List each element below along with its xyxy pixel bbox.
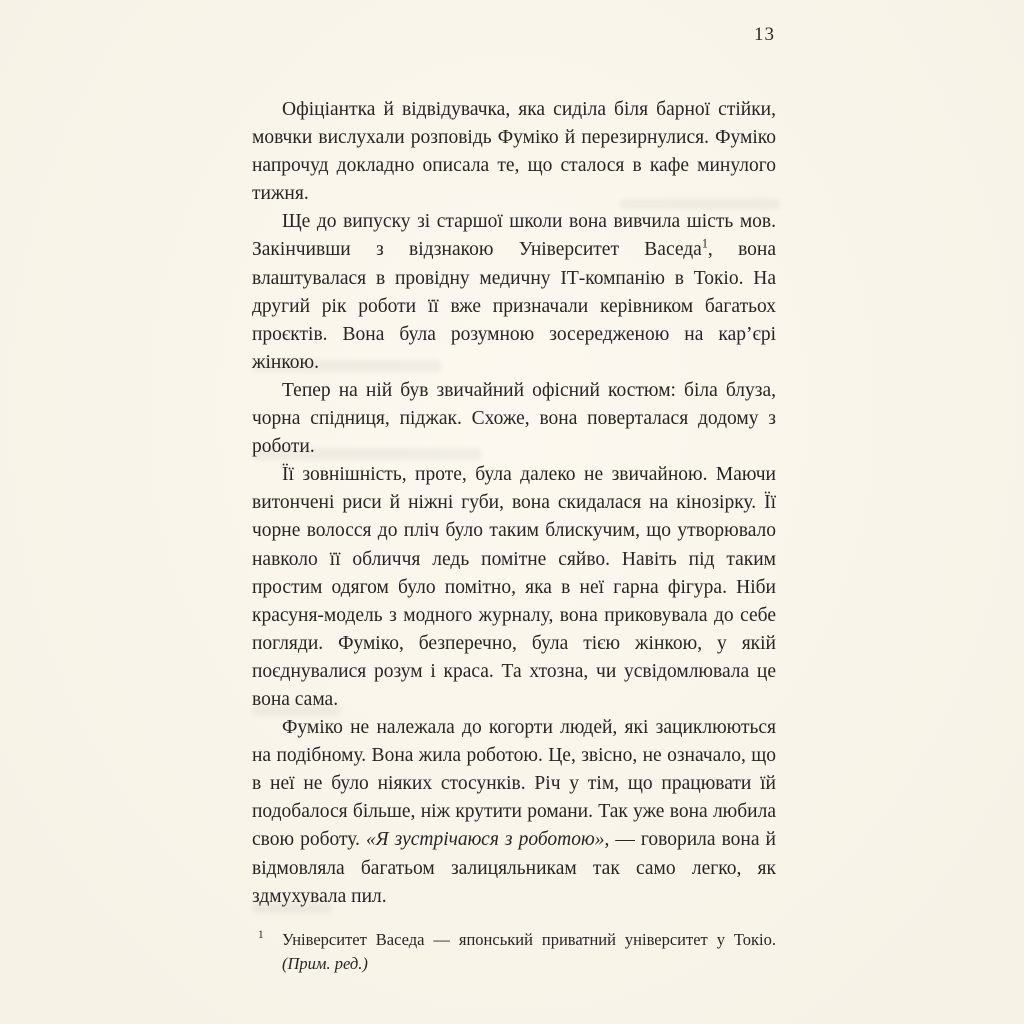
paragraph-4: Її зовнішність, проте, була далеко не звичайною. Маючи витончені риси й ніжні губи, вона скидалася на кінозірку. Її чорне волосся до пліч було таким блискучим, що утворювало навколо її обличчя ледь помітне сяйво. Навіть під таким простим одягом було помітно, яка в неї гарна фігура. Ніби красуня-модель з модного журналу, вона приковувала до себе погляди. Фуміко, безперечно, була тією жінкою, у якій поєднувалися розум і краса. Та хтозна, чи усвідомлювала це вона сама. [252,464,776,710]
footnote-text: Університет Васеда — японський приватний університет у Токіо. [282,930,776,949]
paragraph-1: Офіціантка й відвідувачка, яка сиділа біля барної стійки, мовчки вислухали розповідь Фуміко й перезирнулися. Фуміко напрочуд докладно описала те, що сталося в кафе минулого тижня. [252,99,776,205]
footnote-editor-note: (Прим. ред.) [282,954,368,973]
paragraph-2-text: Ще до випуску зі старшої школи вона вивчила шість мов. Закінчивши з відзнакою Університет Васеда [252,211,776,261]
text-block [252,96,776,911]
paragraph-2 [252,208,776,377]
paragraph-2-text-continued: , вона влаштувалася в провідну медичну ІТ-компанію в Токіо. На другий рік роботи її вже призначали керівником багатьох проєктів. Вона була розумною зосередженою на кар’єрі жінкою. [252,239,776,373]
footnote-body [252,928,776,976]
paragraph-5-text: Фуміко не належала до когорти людей, які зациклюються на подібному. Вона жила роботою. Це, звісно, не означало, що в неї не було ніяких стосунків. Річ у тім, що працювати їй подобалося більше, ніж крутити романи. Так уже вона любила свою роботу. [252,717,776,851]
footnote-reference: 1 [701,236,708,251]
paragraph-5 [252,714,776,911]
paragraph-5-text-continued: , — говорила вона й відмовляла багатьом залицяльникам так само легко, як здмухувала пил. [252,829,776,907]
page-number: 13 [754,24,775,45]
quoted-phrase-italic: «Я зустрічаюся з роботою» [365,829,605,851]
paragraph-3: Тепер на ній був звичайний офісний костюм: біла блуза, чорна спідниця, піджак. Схоже, вона поверталася додому з роботи. [252,379,776,458]
footnote-marker: 1 [258,929,264,941]
footnote [252,928,776,976]
